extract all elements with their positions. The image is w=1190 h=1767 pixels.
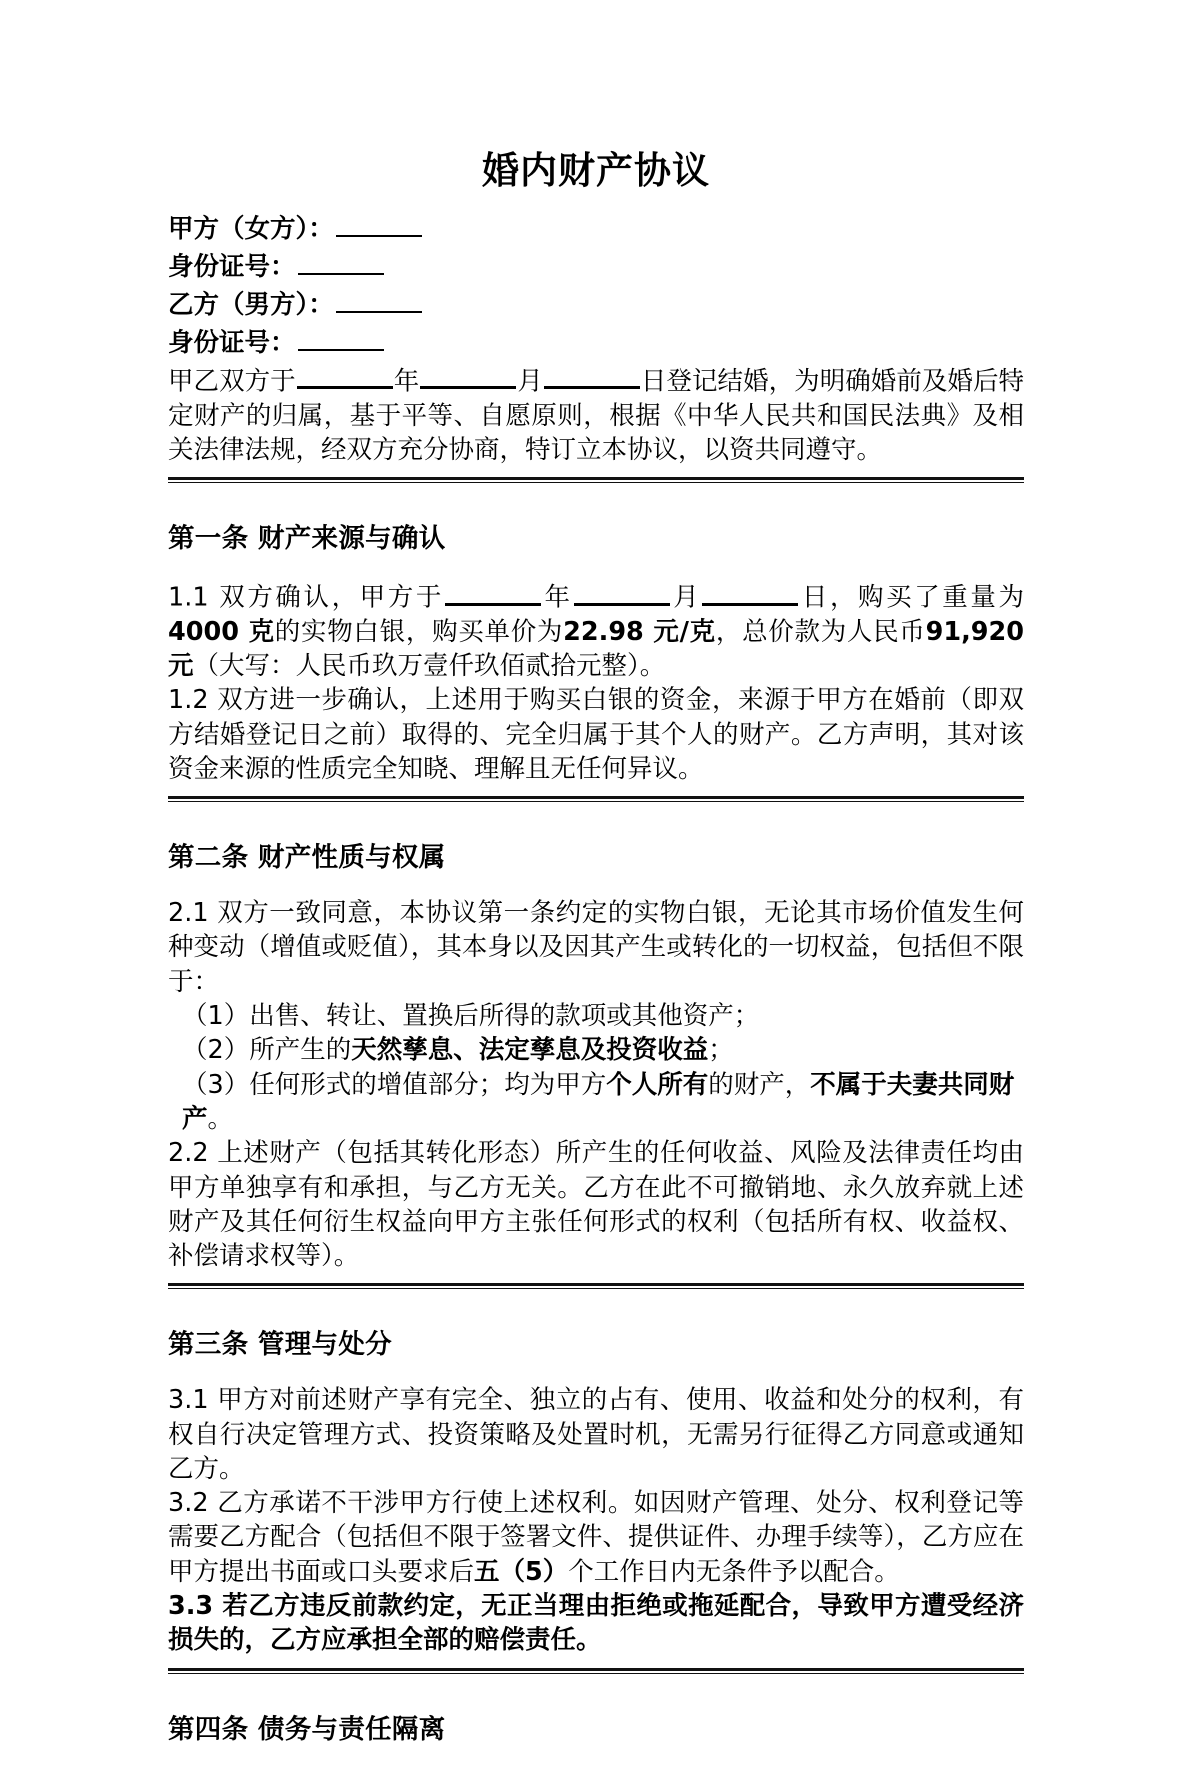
party-a-label: 甲方（女方）： bbox=[168, 214, 334, 245]
item-3-bold-personal: 个人所有 bbox=[606, 1069, 709, 1100]
clause-1-1-year-unit: 年 bbox=[541, 582, 573, 613]
marriage-day-blank[interactable] bbox=[544, 361, 640, 390]
party-b-blank[interactable] bbox=[336, 284, 422, 313]
preamble-paragraph bbox=[168, 361, 1024, 467]
clause-3-1: 3.1 甲方对前述财产享有完全、独立的占有、使用、收益和处分的权利，有权自行决定管理方式、投资策略及处置时机，无需另行征得乙方同意或通知乙方。 bbox=[168, 1385, 1024, 1484]
clause-1-1-mid1: 的实物白银，购买单价为 bbox=[274, 616, 564, 647]
clause-2-1-item-2 bbox=[168, 1033, 1024, 1067]
clause-3-3 bbox=[168, 1589, 1024, 1658]
silver-weight-value: 4000 克 bbox=[168, 616, 275, 647]
clause-3-2-suffix: 个工作日内无条件予以配合。 bbox=[568, 1556, 900, 1587]
clause-3-2 bbox=[168, 1486, 1024, 1589]
item-3-bold-not-joint: 不属于夫妻共同财产 bbox=[182, 1069, 1015, 1134]
party-b-id-blank[interactable] bbox=[298, 322, 384, 351]
party-a-id-label: 身份证号： bbox=[168, 251, 296, 282]
clause-2-1-item-1: （1）出售、转让、置换后所得的款项或其他资产； bbox=[182, 1001, 760, 1032]
section-heading-2: 第二条 财产性质与权属 bbox=[168, 842, 446, 874]
preamble-year-unit: 年 bbox=[393, 366, 420, 397]
party-line-party-b bbox=[168, 284, 1024, 322]
clause-2-2: 2.2 上述财产（包括其转化形态）所产生的任何收益、风险及法律责任均由甲方单独享有和承担，与乙方无关。乙方在此不可撤销地、永久放弃就上述财产及其任何衍生权益向甲方主张任何形式的权利（包括所有权、收益权、补偿请求权等）。 bbox=[168, 1138, 1024, 1272]
item-3-suffix: 。 bbox=[207, 1103, 234, 1134]
clause-1-1 bbox=[168, 577, 1024, 683]
clause-2-1-item-3 bbox=[168, 1068, 1024, 1137]
party-line-party-a bbox=[168, 208, 1024, 246]
party-a-id-blank[interactable] bbox=[298, 246, 384, 275]
clause-2-1: 2.1 双方一致同意，本协议第一条约定的实物白银，无论其市场价值发生何种变动（增值或贬值），其本身以及因其产生或转化的一切权益，包括但不限于： bbox=[168, 898, 1024, 997]
party-line-party-b-id bbox=[168, 322, 1024, 360]
silver-total-price-value: 91,920 元 bbox=[168, 616, 1024, 682]
clause-1-1-tail: （大写：人民币玖万壹仟玖佰贰拾元整）。 bbox=[193, 651, 666, 682]
party-b-label: 乙方（男方）： bbox=[168, 289, 334, 320]
clause-1-1-month-unit: 月 bbox=[670, 582, 702, 613]
clause-1-1-day-unit: 日，购买了重量为 bbox=[799, 582, 1024, 613]
preamble-month-unit: 月 bbox=[517, 366, 543, 397]
clause-1-1-mid2: ，总价款为人民币 bbox=[715, 616, 926, 647]
section-heading-4: 第四条 债务与责任隔离 bbox=[168, 1713, 446, 1745]
preamble-body: 日登记结婚，为明确婚前及婚后特定财产的归属，基于平等、自愿原则，根据《中华人民共和国民法典》及相关法律法规，经双方充分协商，特订立本协议，以资共同遵守。 bbox=[168, 366, 1024, 465]
item-3-middle: 的财产， bbox=[708, 1069, 811, 1100]
marriage-month-blank[interactable] bbox=[420, 361, 516, 390]
clause-1-2: 1.2 双方进一步确认，上述用于购买白银的资金，来源于甲方在婚前（即双方结婚登记日之前）取得的、完全归属于其个人的财产。乙方声明，其对该资金来源的性质完全知晓、理解且无任何异议。 bbox=[168, 685, 1024, 785]
preamble-lead: 甲乙双方于 bbox=[168, 366, 296, 397]
purchase-month-blank[interactable] bbox=[574, 577, 670, 606]
item-2-bold: 天然孳息、法定孳息及投资收益 bbox=[351, 1035, 709, 1066]
purchase-day-blank[interactable] bbox=[702, 577, 798, 606]
document-content bbox=[168, 0, 1024, 1767]
clause-3-2-prefix: 3.2 乙方承诺不干涉甲方行使上述权利。如因财产管理、处分、权利登记等需要乙方配合（包括但不限于签署文件、提供证件、办理手续等），乙方应在甲方提出书面或口头要求后 bbox=[168, 1488, 1024, 1587]
purchase-year-blank[interactable] bbox=[445, 577, 541, 606]
item-2-prefix: （2）所产生的 bbox=[182, 1035, 352, 1066]
party-b-id-label: 身份证号： bbox=[168, 327, 296, 358]
section-heading-1: 第一条 财产来源与确认 bbox=[168, 523, 446, 555]
party-line-party-a-id bbox=[168, 246, 1024, 284]
page-title: 婚内财产协议 bbox=[482, 149, 710, 192]
clause-3-2-days-value: 五（5） bbox=[474, 1556, 569, 1587]
party-info-block bbox=[168, 208, 1024, 360]
item-3-prefix: （3）任何形式的增值部分；均为甲方 bbox=[182, 1069, 607, 1100]
section-heading-3: 第三条 管理与处分 bbox=[168, 1329, 392, 1361]
clause-1-1-lead: 1.1 双方确认，甲方于 bbox=[168, 582, 444, 613]
marriage-year-blank[interactable] bbox=[297, 361, 393, 390]
item-2-suffix: ； bbox=[708, 1035, 734, 1066]
silver-unit-price-value: 22.98 元/克 bbox=[563, 616, 716, 647]
clause-3-3-text: 3.3 若乙方违反前款约定，无正当理由拒绝或拖延配合，导致甲方遭受经济损失的，乙方应承担全部的赔偿责任。 bbox=[168, 1590, 1024, 1656]
party-a-blank[interactable] bbox=[336, 208, 422, 237]
